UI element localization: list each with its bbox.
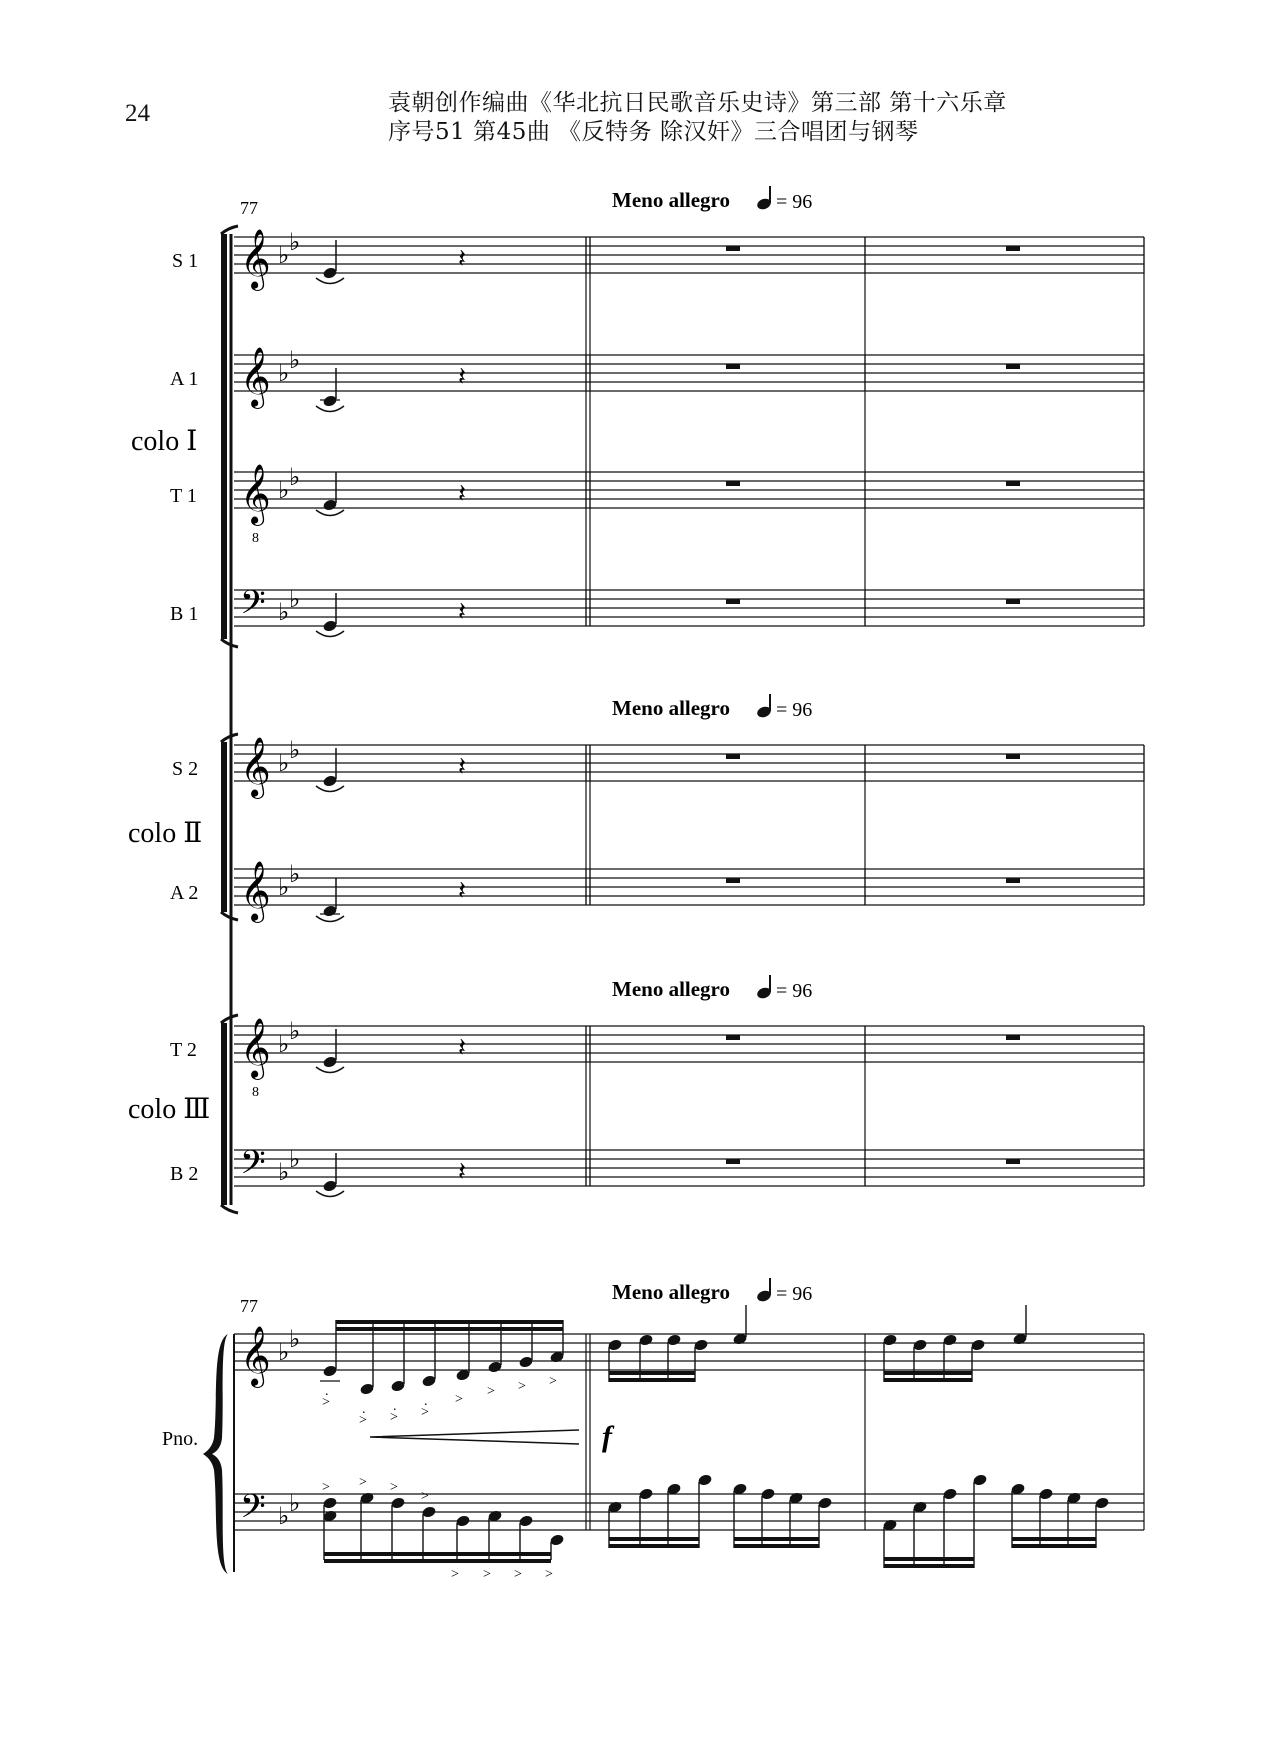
tempo-text: Meno allegro	[612, 1280, 731, 1304]
accent-icon: >	[390, 1480, 398, 1495]
accent-icon: >	[421, 1405, 429, 1420]
whole-rest-icon	[1006, 878, 1020, 883]
staff-label-b1: B 1	[170, 603, 199, 625]
staff-label-t1: T 1	[170, 485, 197, 507]
measure-number: 77	[240, 198, 258, 218]
quarter-rest-icon: 𝄽	[458, 876, 466, 905]
quarter-rest-icon: 𝄽	[458, 597, 466, 626]
tie	[316, 1191, 344, 1197]
header-subtitle: 序号51 第45曲 《反特务 除汉奸》三合唱团与钢琴	[388, 119, 919, 145]
quarter-rest-icon: 𝄽	[458, 1157, 466, 1186]
flat-icon: ♭	[278, 243, 290, 269]
header-title: 袁朝创作编曲《华北抗日民歌音乐史诗》第三部 第十六乐章	[388, 90, 1007, 116]
staff-label-a1: A 1	[170, 368, 199, 390]
treble-clef-icon: 𝄞	[240, 466, 271, 523]
staff	[234, 464, 1144, 546]
tie	[316, 786, 344, 792]
beam	[609, 1371, 695, 1375]
tie	[316, 916, 344, 922]
whole-rest-icon	[1006, 1159, 1020, 1164]
flat-icon: ♭	[289, 587, 301, 613]
tempo-text: Meno allegro	[612, 696, 731, 720]
flat-icon: ♭	[289, 1491, 301, 1517]
choir-measure-77	[316, 472, 1020, 516]
staff-label-a2: A 2	[170, 882, 199, 904]
piano-bass-m2	[607, 1473, 832, 1548]
staff-label-piano: Pno.	[162, 1428, 199, 1450]
tempo-marking-choir-1	[612, 186, 812, 213]
beam	[609, 1544, 699, 1548]
beam	[324, 1559, 551, 1563]
beam	[336, 1320, 563, 1324]
tie	[316, 510, 344, 516]
tempo-marking-choir-3	[612, 975, 812, 1002]
choir-measure-77	[316, 362, 1020, 412]
choir-group-label-2: colo Ⅱ	[128, 818, 203, 849]
accent-icon: >	[322, 1480, 330, 1495]
treble-clef-icon: 𝄞	[240, 863, 271, 920]
page-number: 24	[125, 100, 150, 127]
choir-group-label-3: colo Ⅲ	[128, 1094, 211, 1125]
quarter-rest-icon: 𝄽	[458, 479, 466, 508]
accent-icon: >	[514, 1567, 522, 1582]
whole-rest-icon	[1006, 364, 1020, 369]
flat-icon: ♭	[289, 1327, 301, 1353]
barlines	[586, 237, 1144, 1530]
flat-icon: ♭	[289, 862, 301, 888]
flat-icon: ♭	[278, 875, 290, 901]
quarter-rest-icon: 𝄽	[458, 362, 466, 391]
tempo-marking-piano	[612, 1278, 812, 1305]
notation	[316, 240, 1110, 1582]
whole-rest-icon	[726, 246, 740, 251]
whole-rest-icon	[1006, 481, 1020, 486]
choir-group-label-1: colo Ⅰ	[131, 426, 198, 457]
staccato-icon: .	[325, 1384, 329, 1399]
measure-number-piano: 77	[240, 1296, 258, 1316]
whole-rest-icon	[726, 364, 740, 369]
tempo-text: Meno allegro	[612, 977, 731, 1001]
treble-clef-icon: 𝄞	[240, 1328, 271, 1385]
staccato-icon: .	[393, 1399, 397, 1414]
bass-clef-icon: 𝄢	[240, 1144, 266, 1189]
tempo-value: = 96	[776, 980, 813, 1002]
accent-icon: >	[483, 1567, 491, 1582]
tie	[316, 1067, 344, 1073]
flat-icon: ♭	[278, 478, 290, 504]
flat-icon: ♭	[278, 1160, 290, 1186]
flat-icon: ♭	[289, 1147, 301, 1173]
whole-rest-icon	[726, 754, 740, 759]
tempo-value: = 96	[776, 699, 813, 721]
whole-rest-icon	[726, 878, 740, 883]
staccato-icon: .	[424, 1394, 428, 1409]
beam	[734, 1544, 819, 1548]
accent-icon: >	[359, 1413, 367, 1428]
beam	[336, 1327, 563, 1331]
beam	[884, 1378, 972, 1382]
staff	[234, 1144, 1144, 1189]
choir-measure-77	[316, 876, 1020, 922]
piano-brace-icon	[203, 1334, 228, 1574]
tempo-marking-choir-2	[612, 694, 812, 721]
staff-label-b2: B 2	[170, 1163, 199, 1185]
quarter-note-icon	[756, 1278, 773, 1303]
tempo-text: Meno allegro	[612, 188, 731, 212]
beam	[609, 1378, 695, 1382]
whole-rest-icon	[726, 1035, 740, 1040]
flat-icon: ♭	[278, 1032, 290, 1058]
quarter-note-icon	[756, 186, 773, 211]
flat-icon: ♭	[289, 465, 301, 491]
staff	[234, 861, 1144, 923]
whole-rest-icon	[1006, 1035, 1020, 1040]
flat-icon: ♭	[289, 738, 301, 764]
tie	[316, 278, 344, 284]
accent-icon: >	[451, 1567, 459, 1582]
octave-8-icon: 8	[252, 1085, 259, 1100]
treble-clef-icon: 𝄞	[240, 231, 271, 288]
staff	[234, 229, 1144, 291]
staccato-icon: .	[362, 1402, 366, 1417]
quarter-rest-icon: 𝄽	[458, 752, 466, 781]
bass-clef-icon: 𝄢	[240, 1488, 266, 1533]
whole-rest-icon	[726, 481, 740, 486]
flat-icon: ♭	[278, 751, 290, 777]
flat-icon: ♭	[289, 348, 301, 374]
beam	[609, 1537, 699, 1541]
piano-bass	[322, 1475, 565, 1582]
quarter-note-icon	[756, 694, 773, 719]
staff	[234, 347, 1144, 409]
beam	[884, 1371, 972, 1375]
whole-rest-icon	[1006, 599, 1020, 604]
whole-rest-icon	[1006, 246, 1020, 251]
beam	[884, 1564, 974, 1568]
accent-icon: >	[359, 1475, 367, 1490]
dynamic-forte: f	[602, 1420, 612, 1453]
staff-label-t2: T 2	[170, 1039, 197, 1061]
accent-icon: >	[322, 1395, 330, 1410]
crescendo-hairpin	[370, 1430, 579, 1444]
whole-rest-icon	[1006, 754, 1020, 759]
tempo-value: = 96	[776, 1283, 813, 1305]
treble-clef-icon: 𝄞	[240, 1020, 271, 1077]
staff-label-s1: S 1	[172, 250, 199, 272]
flat-icon: ♭	[278, 1340, 290, 1366]
quarter-note-icon	[756, 975, 773, 1000]
beam	[1012, 1537, 1096, 1541]
flat-icon: ♭	[278, 600, 290, 626]
flat-icon: ♭	[278, 1504, 290, 1530]
beam	[884, 1557, 974, 1561]
accent-icon: >	[390, 1410, 398, 1425]
beam	[1012, 1544, 1096, 1548]
tie	[316, 631, 344, 637]
whole-rest-icon	[726, 599, 740, 604]
staff	[234, 584, 1144, 629]
quarter-rest-icon: 𝄽	[458, 1033, 466, 1062]
flat-icon: ♭	[278, 361, 290, 387]
accent-icon: >	[545, 1567, 553, 1582]
accent-icon: >	[487, 1384, 495, 1399]
accent-icon: >	[455, 1392, 463, 1407]
tie	[316, 406, 344, 412]
bass-clef-icon: 𝄢	[240, 584, 266, 629]
flat-icon: ♭	[289, 230, 301, 256]
beam	[734, 1537, 819, 1541]
tempo-value: = 96	[776, 191, 813, 213]
staff-label-s2: S 2	[172, 758, 199, 780]
staff	[234, 1018, 1144, 1100]
piano-treble	[320, 1320, 565, 1428]
flat-icon: ♭	[289, 1019, 301, 1045]
accent-icon: >	[549, 1374, 557, 1389]
treble-clef-icon: 𝄞	[240, 349, 271, 406]
whole-rest-icon	[726, 1159, 740, 1164]
accent-icon: >	[518, 1379, 526, 1394]
accent-icon: >	[421, 1489, 429, 1504]
octave-8-icon: 8	[252, 531, 259, 546]
treble-clef-icon: 𝄞	[240, 739, 271, 796]
beam	[324, 1552, 551, 1556]
staff	[234, 737, 1144, 799]
quarter-rest-icon: 𝄽	[458, 244, 466, 273]
